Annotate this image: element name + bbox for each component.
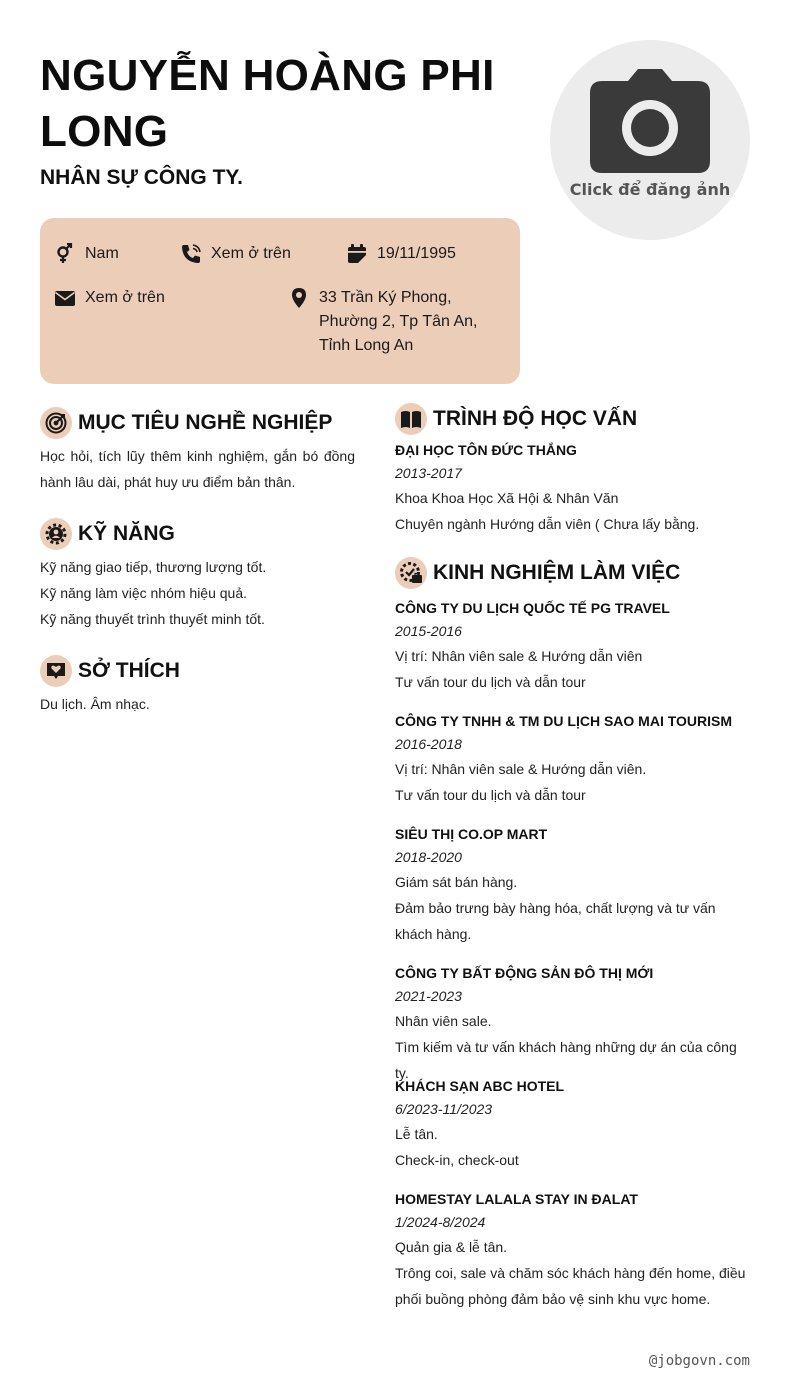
gender-value: Nam	[85, 245, 119, 262]
education-heading-text: TRÌNH ĐỘ HỌC VẤN	[433, 407, 638, 430]
job-period: 6/2023-11/2023	[395, 1101, 493, 1117]
gender-icon	[54, 243, 76, 265]
job-line: Lễ tân.	[395, 1126, 438, 1142]
hobbies-heading-text: SỞ THÍCH	[78, 659, 180, 682]
job-line: Giám sát bán hàng.	[395, 874, 518, 890]
experience-entry	[395, 823, 753, 947]
work-badge-icon	[399, 561, 423, 585]
heart-message-icon	[45, 660, 67, 682]
photo-upload-label: Click để đăng ảnh	[569, 180, 731, 199]
education-faculty: Khoa Khoa Học Xã Hội & Nhân Văn	[395, 490, 619, 506]
skills-list	[40, 554, 355, 632]
education-major: Chuyên ngành Hướng dẫn viên ( Chưa lấy bằng.	[395, 516, 700, 532]
hobbies-heading	[40, 655, 180, 687]
job-line: Nhân viên sale.	[395, 1013, 492, 1029]
job-period: 2018-2020	[395, 849, 462, 865]
birthday-value: 19/11/1995	[377, 245, 456, 262]
education-period: 2013-2017	[395, 465, 462, 481]
target-icon	[45, 412, 67, 434]
phone-icon	[180, 243, 202, 265]
candidate-name: NGUYỄN HOÀNG PHI LONG	[40, 51, 495, 156]
experience-heading-text: KINH NGHIỆM LÀM VIỆC	[433, 561, 681, 584]
envelope-icon	[54, 287, 76, 309]
camera-icon	[590, 69, 710, 173]
skills-heading-text: KỸ NĂNG	[78, 522, 175, 545]
job-period: 1/2024-8/2024	[395, 1214, 486, 1230]
experience-entry	[395, 597, 753, 695]
experience-heading	[395, 557, 680, 589]
company-name: KHÁCH SẠN ABC HOTEL	[395, 1078, 565, 1094]
education-entry	[395, 439, 753, 537]
skill-item: Kỹ năng làm việc nhóm hiệu quả.	[40, 585, 248, 601]
job-period: 2016-2018	[395, 736, 462, 752]
job-line: Tìm kiếm và tư vấn khách hàng những dự án của công ty.	[395, 1039, 737, 1081]
hobbies-text: Du lịch. Âm nhạc.	[40, 696, 150, 712]
job-line: Tư vấn tour du lịch và dẫn tour	[395, 787, 586, 803]
school-name: ĐẠI HỌC TÔN ĐỨC THẮNG	[395, 442, 577, 458]
company-name: CÔNG TY TNHH & TM DU LỊCH SAO MAI TOURISM	[395, 713, 733, 729]
phone-field	[180, 242, 291, 266]
book-icon	[400, 408, 422, 430]
job-line: Check-in, check-out	[395, 1152, 519, 1168]
calendar-icon	[346, 243, 368, 265]
objective-text: Học hỏi, tích lũy thêm kinh nghiệm, gắn bó đồng hành lâu dài, phát huy ưu điểm bản thân.	[40, 448, 355, 490]
objective-heading-text: MỤC TIÊU NGHỀ NGHIỆP	[78, 411, 333, 434]
map-pin-icon	[288, 287, 310, 309]
job-line: Tư vấn tour du lịch và dẫn tour	[395, 674, 586, 690]
objective-heading	[40, 407, 332, 439]
job-period: 2021-2023	[395, 988, 462, 1004]
address-value: 33 Trần Ký Phong, Phường 2, Tp Tân An, Tỉnh Long An	[319, 289, 478, 354]
birthday-field	[346, 242, 456, 266]
skill-item: Kỹ năng giao tiếp, thương lượng tốt.	[40, 559, 267, 575]
email-field	[54, 286, 165, 310]
job-line: Trông coi, sale và chăm sóc khách hàng đến home, điều phối buồng phòng đảm bảo vệ sinh khu vực home.	[395, 1265, 746, 1307]
gender-field	[54, 242, 119, 266]
experience-entry	[395, 1188, 753, 1312]
contact-info-box	[40, 218, 520, 384]
skills-heading	[40, 518, 175, 550]
experience-entry	[395, 962, 753, 1086]
company-name: HOMESTAY LALALA STAY IN ĐALAT	[395, 1191, 638, 1207]
job-period: 2015-2016	[395, 623, 462, 639]
company-name: SIÊU THỊ CO.OP MART	[395, 826, 548, 842]
experience-entry	[395, 1075, 753, 1173]
job-line: Quản gia & lễ tân.	[395, 1239, 508, 1255]
email-value: Xem ở trên	[85, 289, 165, 306]
education-heading	[395, 403, 637, 435]
photo-upload[interactable]	[550, 40, 750, 240]
company-name: CÔNG TY BẤT ĐỘNG SẢN ĐÔ THỊ MỚI	[395, 965, 654, 981]
phone-value: Xem ở trên	[211, 245, 291, 262]
job-line: Vị trí: Nhân viên sale & Hướng dẫn viên.	[395, 761, 647, 777]
address-field	[288, 286, 509, 358]
job-line: Đảm bảo trưng bày hàng hóa, chất lượng và tư vấn khách hàng.	[395, 900, 716, 942]
skills-gear-icon	[44, 522, 68, 546]
skill-item: Kỹ năng thuyết trình thuyết minh tốt.	[40, 611, 265, 627]
job-title: NHÂN SỰ CÔNG TY.	[40, 166, 243, 189]
watermark: @jobgovn.com	[648, 1353, 750, 1369]
job-line: Vị trí: Nhân viên sale & Hướng dẫn viên	[395, 648, 643, 664]
experience-entry	[395, 710, 753, 808]
company-name: CÔNG TY DU LỊCH QUỐC TẾ PG TRAVEL	[395, 600, 670, 616]
